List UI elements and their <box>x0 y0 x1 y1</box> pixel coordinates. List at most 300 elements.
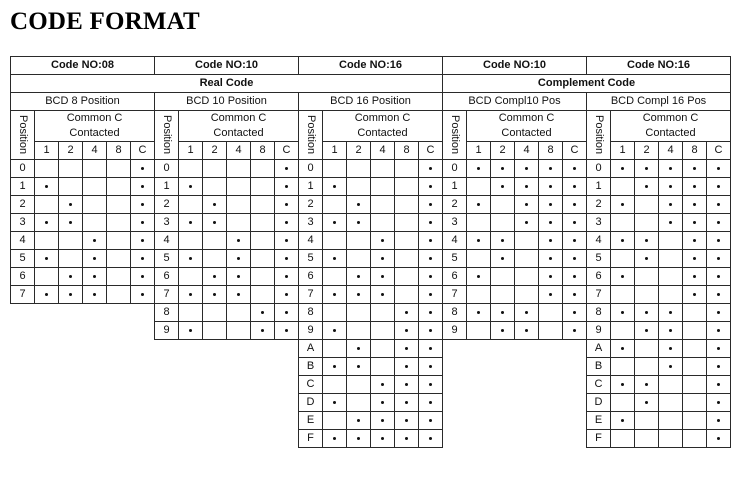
contact-dot <box>549 167 552 170</box>
bit-cell-on <box>611 268 635 286</box>
bit-cell-on <box>515 196 539 214</box>
bit-cell-on <box>275 268 299 286</box>
contact-dot <box>501 185 504 188</box>
position-row <box>11 214 731 232</box>
position-value: 5 <box>11 250 35 268</box>
contact-dot <box>333 293 336 296</box>
contact-dot <box>717 401 720 404</box>
contact-dot <box>141 257 144 260</box>
bit-cell-on <box>683 160 707 178</box>
contact-dot <box>573 239 576 242</box>
contact-dot <box>333 221 336 224</box>
contact-dot <box>621 419 624 422</box>
bit-cell-on <box>635 250 659 268</box>
bit-cell-on <box>59 196 83 214</box>
position-value: 1 <box>443 178 467 196</box>
contact-dot <box>405 311 408 314</box>
contact-dot <box>645 185 648 188</box>
bit-cell-off <box>635 196 659 214</box>
common-contacted-line: Contacted <box>645 127 696 139</box>
contact-dot <box>717 383 720 386</box>
position-row <box>11 178 731 196</box>
contact-dot <box>429 365 432 368</box>
bit-cell-off <box>611 286 635 304</box>
position-label: Position <box>449 115 461 155</box>
bit-cell-off <box>467 286 491 304</box>
contact-dot <box>621 383 624 386</box>
bit-cell-on <box>35 250 59 268</box>
contact-dot <box>645 383 648 386</box>
bit-cell-off <box>683 430 707 448</box>
empty-cell <box>83 322 107 340</box>
bit-label: 2 <box>59 142 83 160</box>
complement-code-header: Complement Code <box>443 75 731 93</box>
bit-cell-off <box>107 250 131 268</box>
bit-cell-on <box>35 214 59 232</box>
empty-cell <box>515 376 539 394</box>
empty-cell <box>275 430 299 448</box>
empty-cell <box>155 340 179 358</box>
contact-dot <box>357 293 360 296</box>
empty-cell <box>11 430 35 448</box>
bit-cell-off <box>611 178 635 196</box>
bit-cell-on <box>539 196 563 214</box>
contact-dot <box>285 329 288 332</box>
empty-cell <box>107 394 131 412</box>
bit-cell-off <box>371 214 395 232</box>
bit-cell-off <box>347 232 371 250</box>
bit-cell-on <box>395 376 419 394</box>
bit-cell-on <box>179 322 203 340</box>
bit-cell-off <box>467 178 491 196</box>
position-value: 7 <box>299 286 323 304</box>
format-header: BCD Compl10 Pos <box>443 93 587 111</box>
position-value: 6 <box>587 268 611 286</box>
bit-cell-on <box>563 322 587 340</box>
bit-cell-on <box>371 412 395 430</box>
contact-dot <box>333 365 336 368</box>
contact-dot <box>213 293 216 296</box>
bit-cell-off <box>659 286 683 304</box>
position-value: 2 <box>299 196 323 214</box>
bit-cell-on <box>539 178 563 196</box>
contact-dot <box>501 329 504 332</box>
contact-dot <box>621 347 624 350</box>
common-contacted-line: Contacted <box>501 127 552 139</box>
position-header <box>299 111 323 160</box>
empty-cell <box>467 358 491 376</box>
bit-cell-on <box>179 214 203 232</box>
contact-dot <box>69 275 72 278</box>
bit-cell-off <box>395 286 419 304</box>
bit-cell-off <box>395 250 419 268</box>
bit-cell-off <box>35 232 59 250</box>
bit-cell-off <box>323 160 347 178</box>
position-value: 9 <box>443 322 467 340</box>
bit-cell-off <box>323 196 347 214</box>
contact-dot <box>717 329 720 332</box>
contact-dot <box>525 311 528 314</box>
bit-cell-on <box>203 196 227 214</box>
empty-cell <box>11 394 35 412</box>
format-header: BCD Compl 16 Pos <box>587 93 731 111</box>
empty-cell <box>59 304 83 322</box>
position-value: 1 <box>155 178 179 196</box>
bit-cell-off <box>635 358 659 376</box>
contact-dot <box>693 185 696 188</box>
position-row <box>11 322 731 340</box>
bit-cell-on <box>707 412 731 430</box>
bit-cell-on <box>227 250 251 268</box>
contact-dot <box>477 311 480 314</box>
common-contacted-line: Common C <box>642 112 699 124</box>
bit-cell-on <box>659 322 683 340</box>
contact-dot <box>405 365 408 368</box>
position-row <box>11 394 731 412</box>
bit-cell-off <box>611 214 635 232</box>
position-value: A <box>587 340 611 358</box>
contact-dot <box>621 311 624 314</box>
empty-cell <box>515 340 539 358</box>
empty-cell <box>155 358 179 376</box>
empty-cell <box>179 412 203 430</box>
contact-dot <box>93 275 96 278</box>
bit-cell-off <box>203 322 227 340</box>
bit-cell-on <box>563 268 587 286</box>
contact-dot <box>573 203 576 206</box>
bit-cell-off <box>491 214 515 232</box>
bit-cell-off <box>323 376 347 394</box>
bit-cell-on <box>539 160 563 178</box>
empty-cell <box>491 394 515 412</box>
empty-cell <box>539 376 563 394</box>
bit-cell-off <box>83 178 107 196</box>
bit-cell-off <box>635 340 659 358</box>
column-header-row <box>11 111 731 142</box>
contact-dot <box>333 185 336 188</box>
position-value: A <box>299 340 323 358</box>
bit-cell-off <box>227 160 251 178</box>
bit-cell-on <box>611 304 635 322</box>
bit-cell-off <box>371 322 395 340</box>
bit-cell-off <box>179 232 203 250</box>
bit-cell-on <box>83 268 107 286</box>
bit-cell-on <box>371 394 395 412</box>
bit-cell-off <box>227 196 251 214</box>
bit-cell-on <box>59 268 83 286</box>
position-value: 1 <box>11 178 35 196</box>
bit-cell-on <box>35 286 59 304</box>
bit-cell-on <box>683 286 707 304</box>
position-value: F <box>587 430 611 448</box>
bit-cell-on <box>395 394 419 412</box>
position-row <box>11 250 731 268</box>
contact-dot <box>693 275 696 278</box>
empty-cell <box>83 412 107 430</box>
code-format-table <box>10 56 731 448</box>
contact-dot <box>645 257 648 260</box>
contact-dot <box>381 419 384 422</box>
bit-cell-on <box>131 196 155 214</box>
contact-dot <box>333 329 336 332</box>
bit-cell-on <box>491 322 515 340</box>
contact-dot <box>717 365 720 368</box>
contact-dot <box>69 293 72 296</box>
empty-cell <box>35 394 59 412</box>
bit-cell-on <box>323 214 347 232</box>
contact-dot <box>429 185 432 188</box>
empty-cell <box>35 322 59 340</box>
empty-cell <box>35 358 59 376</box>
contact-dot <box>429 311 432 314</box>
empty-cell <box>131 304 155 322</box>
bit-cell-on <box>323 322 347 340</box>
bit-cell-off <box>323 412 347 430</box>
empty-cell <box>251 340 275 358</box>
bit-label: 8 <box>683 142 707 160</box>
bit-cell-on <box>275 250 299 268</box>
empty-cell <box>203 340 227 358</box>
bit-cell-off <box>251 196 275 214</box>
bit-cell-on <box>371 250 395 268</box>
bit-cell-off <box>659 394 683 412</box>
position-value: 3 <box>11 214 35 232</box>
bit-cell-on <box>563 250 587 268</box>
position-value: 0 <box>299 160 323 178</box>
position-value: 9 <box>299 322 323 340</box>
empty-cell <box>83 430 107 448</box>
position-value: 0 <box>587 160 611 178</box>
bit-cell-on <box>635 160 659 178</box>
contact-dot <box>717 167 720 170</box>
empty-cell <box>539 430 563 448</box>
position-value: 4 <box>155 232 179 250</box>
contact-dot <box>573 257 576 260</box>
contact-dot <box>261 329 264 332</box>
empty-cell <box>227 340 251 358</box>
bit-cell-on <box>395 340 419 358</box>
contact-dot <box>189 185 192 188</box>
position-value: 0 <box>11 160 35 178</box>
empty-cell <box>203 376 227 394</box>
bit-cell-on <box>707 232 731 250</box>
position-row <box>11 196 731 214</box>
empty-cell <box>563 394 587 412</box>
bit-cell-on <box>83 232 107 250</box>
empty-cell <box>467 340 491 358</box>
contact-dot <box>189 257 192 260</box>
bit-cell-off <box>683 304 707 322</box>
bit-cell-on <box>419 178 443 196</box>
contact-dot <box>141 239 144 242</box>
bit-cell-off <box>515 232 539 250</box>
bit-cell-on <box>227 232 251 250</box>
bit-cell-on <box>467 232 491 250</box>
contact-dot <box>189 221 192 224</box>
bit-cell-on <box>419 322 443 340</box>
common-contacted-line: Common C <box>354 112 411 124</box>
bit-label: 4 <box>515 142 539 160</box>
common-contacted-header <box>467 111 587 142</box>
empty-cell <box>179 358 203 376</box>
contact-dot <box>93 239 96 242</box>
bit-cell-on <box>683 250 707 268</box>
contact-dot <box>285 221 288 224</box>
bit-cell-off <box>107 160 131 178</box>
empty-cell <box>35 412 59 430</box>
bit-cell-off <box>179 160 203 178</box>
bit-cell-on <box>635 178 659 196</box>
empty-cell <box>11 322 35 340</box>
bit-cell-on <box>371 286 395 304</box>
bit-cell-on <box>323 394 347 412</box>
contact-dot <box>357 347 360 350</box>
contact-dot <box>501 311 504 314</box>
common-contacted-line: Contacted <box>357 127 408 139</box>
bit-cell-on <box>491 232 515 250</box>
position-header <box>443 111 467 160</box>
bit-cell-on <box>347 196 371 214</box>
position-row <box>11 160 731 178</box>
contact-dot <box>573 185 576 188</box>
contact-dot <box>669 365 672 368</box>
bit-cell-off <box>203 178 227 196</box>
position-row <box>11 268 731 286</box>
contact-dot <box>717 221 720 224</box>
bit-cell-off <box>539 304 563 322</box>
bit-cell-off <box>683 394 707 412</box>
common-contacted-header <box>179 111 299 142</box>
empty-cell <box>443 358 467 376</box>
bit-cell-off <box>227 214 251 232</box>
empty-cell <box>443 430 467 448</box>
empty-cell <box>275 340 299 358</box>
bit-cell-on <box>539 268 563 286</box>
position-value: 3 <box>155 214 179 232</box>
contact-dot <box>621 203 624 206</box>
empty-cell <box>467 376 491 394</box>
format-row <box>11 93 731 111</box>
position-value: 1 <box>587 178 611 196</box>
code-number-header: Code NO:10 <box>443 57 587 75</box>
bit-cell-on <box>539 250 563 268</box>
bit-cell-off <box>203 250 227 268</box>
bit-cell-on <box>467 304 491 322</box>
common-contacted-line: Contacted <box>69 127 120 139</box>
contact-dot <box>429 419 432 422</box>
contact-dot <box>141 167 144 170</box>
contact-dot <box>477 167 480 170</box>
empty-cell <box>107 412 131 430</box>
empty-cell <box>59 412 83 430</box>
contact-dot <box>525 167 528 170</box>
position-value: B <box>587 358 611 376</box>
contact-dot <box>429 401 432 404</box>
position-value: 9 <box>587 322 611 340</box>
common-contacted-header <box>35 111 155 142</box>
empty-cell <box>35 340 59 358</box>
position-value: 1 <box>299 178 323 196</box>
empty-cell <box>203 430 227 448</box>
bit-cell-off <box>659 232 683 250</box>
empty-cell <box>275 376 299 394</box>
contact-dot <box>405 347 408 350</box>
bit-cell-on <box>419 286 443 304</box>
bit-cell-on <box>515 178 539 196</box>
bit-cell-on <box>203 268 227 286</box>
bit-cell-on <box>275 214 299 232</box>
empty-cell <box>539 412 563 430</box>
empty-cell <box>563 340 587 358</box>
contact-dot <box>357 365 360 368</box>
contact-dot <box>45 221 48 224</box>
contact-dot <box>237 293 240 296</box>
position-value: 8 <box>299 304 323 322</box>
position-value: 2 <box>11 196 35 214</box>
code-group-row <box>11 75 731 93</box>
contact-dot <box>693 239 696 242</box>
bit-cell-on <box>707 196 731 214</box>
contact-dot <box>45 257 48 260</box>
bit-label: 4 <box>227 142 251 160</box>
bit-cell-on <box>395 412 419 430</box>
bit-cell-off <box>251 214 275 232</box>
position-row <box>11 304 731 322</box>
contact-dot <box>213 221 216 224</box>
bit-cell-off <box>371 358 395 376</box>
contact-dot <box>213 203 216 206</box>
empty-cell <box>539 394 563 412</box>
contact-dot <box>285 239 288 242</box>
bit-cell-on <box>563 214 587 232</box>
position-value: 3 <box>443 214 467 232</box>
bit-cell-off <box>635 412 659 430</box>
empty-cell <box>83 304 107 322</box>
contact-dot <box>717 347 720 350</box>
empty-cell <box>251 394 275 412</box>
bit-cell-off <box>659 376 683 394</box>
contact-dot <box>573 329 576 332</box>
contact-dot <box>429 221 432 224</box>
bit-cell-on <box>419 340 443 358</box>
contact-dot <box>69 203 72 206</box>
contact-dot <box>501 239 504 242</box>
bit-cell-off <box>635 268 659 286</box>
bit-cell-off <box>251 250 275 268</box>
code-number-header: Code NO:08 <box>11 57 155 75</box>
contact-dot <box>285 203 288 206</box>
bit-cell-on <box>491 304 515 322</box>
empty-cell <box>203 358 227 376</box>
contact-dot <box>357 221 360 224</box>
bit-cell-on <box>371 376 395 394</box>
empty-cell <box>275 394 299 412</box>
empty-cell <box>515 430 539 448</box>
position-label: Position <box>161 115 173 155</box>
bit-cell-on <box>563 232 587 250</box>
contact-dot <box>189 329 192 332</box>
bit-cell-off <box>347 160 371 178</box>
bit-cell-off <box>659 412 683 430</box>
contact-dot <box>669 167 672 170</box>
position-value: 2 <box>587 196 611 214</box>
contact-dot <box>645 401 648 404</box>
bit-cell-off <box>539 322 563 340</box>
bit-cell-on <box>395 358 419 376</box>
bit-cell-off <box>107 196 131 214</box>
contact-dot <box>717 185 720 188</box>
bit-cell-on <box>563 304 587 322</box>
